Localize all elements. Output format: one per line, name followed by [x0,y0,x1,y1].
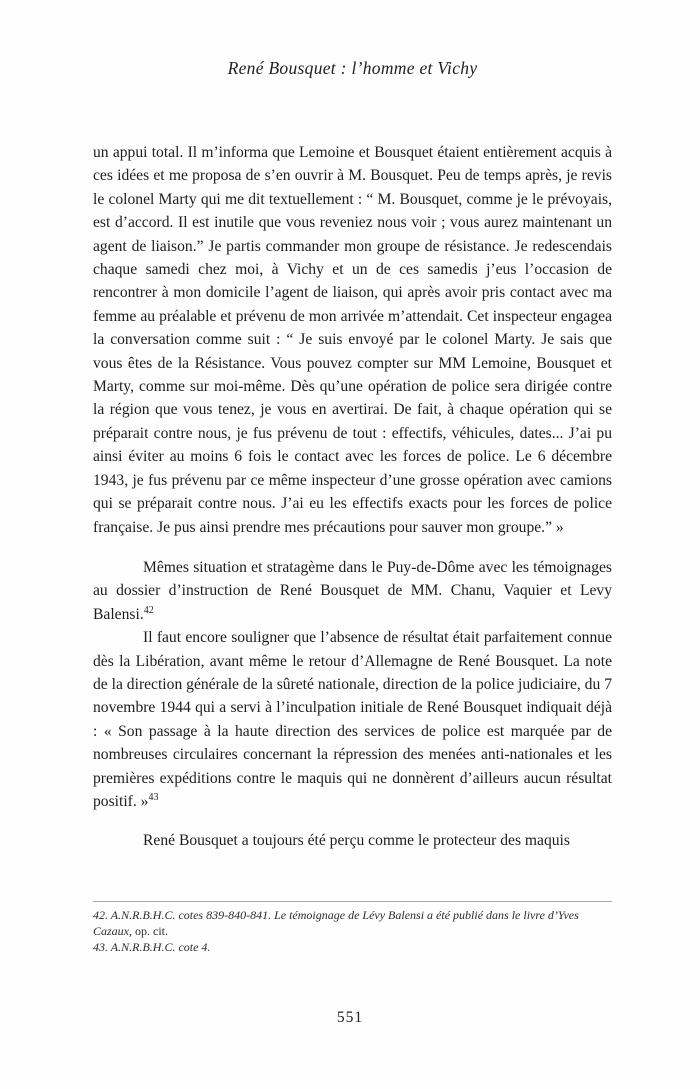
footnote-text: 42. A.N.R.B.H.C. cotes 839-840-841. Le témoignage de Lévy Balensi a été publié dans le livre d’Yves Cazaux, [93,908,579,938]
body-paragraph [93,626,612,813]
footnote-text: 43. A.N.R.B.H.C. cote 4. [93,940,211,954]
paragraph-text: Il faut encore souligner que l’absence de résultat était parfaitement connue dès la Libération, avant même le retour d’Allemagne de René Bousquet. La note de la direction générale de la sûreté nationale, direction de la police judiciaire, du 7 novembre 1944 qui a servi à l’inculpation initiale de René Bousquet indiquait déjà : « Son passage à la haute direction des services de police est marquée par de nombreuses circulaires concernant la répression des menées anti-nationales et les premières expéditions contre le maquis qui ne donnèrent d’ailleurs aucun résultat positif. » [93,629,612,810]
footnote-marker: 43 [148,791,159,803]
body-paragraph [93,141,612,539]
body-paragraph [93,829,612,852]
page-title: René Bousquet : l’homme et Vichy [227,58,478,78]
paragraph-text: René Bousquet a toujours été perçu comme le protecteur des maquis [143,832,570,850]
page-number: 551 [336,1009,364,1026]
body-text [93,141,612,853]
footnote-section [93,901,612,955]
footnote-rule [93,901,612,902]
footnote-item [93,907,612,939]
paragraph-text: un appui total. Il m’informa que Lemoine et Bousquet étaient entièrement acquis à ces idées et me proposa de s’en ouvrir à M. Bousquet. Peu de temps après, je revis le colonel Marty qui me dit textuellement : “ M. Bousquet, comme je le prévoyais, est d’accord. Il est inutile que vous reveniez nous voir ; vous aurez maintenant un agent de liaison.” Je partis commander mon groupe de résistance. Je redescendais chaque samedi chez moi, à Vichy et un de ces samedis j’eus l’occasion de rencontrer à mon domicile l’agent de liaison, qui après avoir pris contact avec ma femme au préalable et prévenu de mon arrivée m’attendait. Cet inspecteur engagea la conversation comme suit : “ Je suis envoyé par le colonel Marty. Je sais que vous êtes de la Résistance. Vous pouvez compter sur MM Lemoine, Bousquet et Marty, comme sur moi-même. Dès qu’une opération de police sera dirigée contre la région que vous tenez, je vous en avertirai. De fait, à chaque opération qui se préparait contre nous, je fus prévenu de tout : effectifs, véhicules, dates... J’ai pu ainsi éviter au moins 6 fois le contact avec les forces de police. Le 6 décembre 1943, je fus prévenu par ce même inspecteur d’une grosse opération avec camions qui se préparait contre nous. J’ai eu les effectifs exacts pour les forces de police française. Je pus ainsi prendre mes précautions pour sauver mon groupe.” » [93,144,612,536]
footnote-text-roman: op. cit. [132,924,168,938]
paragraph-text: Mêmes situation et stratagème dans le Puy-de-Dôme avec les témoignages au dossier d’instruction de René Bousquet de MM. Chanu, Vaquier et Levy Balensi. [93,558,612,623]
footnote-item [93,939,612,955]
body-paragraph [93,556,612,626]
footnote-marker: 42 [143,604,154,616]
